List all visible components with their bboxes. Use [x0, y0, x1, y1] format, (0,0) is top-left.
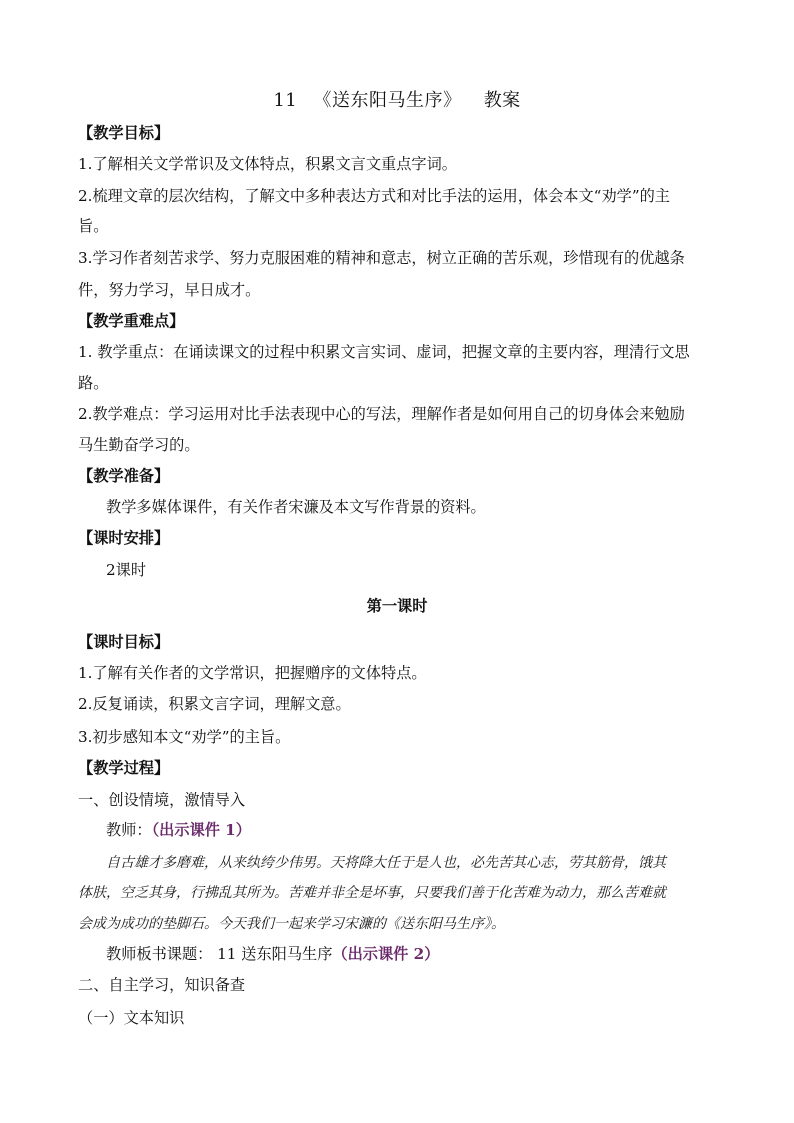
page-title — [0, 86, 794, 112]
schedule-text: 2课时 — [106, 561, 147, 579]
sub-section-1: （一）文本知识 — [78, 1009, 185, 1027]
goal-line: 3.学习作者刻苦求学、努力克服困难的精神和意志，树立正确的苦乐观，珍惜现有的优越条 — [78, 249, 685, 267]
key-heading: 【教学重难点】 — [78, 312, 185, 330]
lesson-goal-line: 2.反复诵读，积累文言字词，理解文意。 — [78, 695, 351, 713]
goal-line: 件，努力学习，早日成才。 — [78, 281, 261, 299]
teacher-label: 教师： — [106, 821, 152, 839]
key-line: 马生勤奋学习的。 — [78, 436, 200, 454]
lesson-title: 第一课时 — [366, 597, 428, 615]
step-1: 一、创设情境，激情导入 — [78, 791, 246, 809]
doc-type: 教案 — [483, 90, 521, 111]
teacher-line — [106, 820, 251, 840]
board-label: 教师板书课题： 11 送东阳马生序 — [106, 945, 333, 963]
lesson-goals-heading: 【课时目标】 — [78, 633, 170, 651]
courseware-2-tag: （出示课件 2） — [332, 945, 440, 963]
goal-line: 1.了解相关文学常识及文体特点，积累文言文重点字词。 — [78, 155, 457, 173]
lesson-number: 11 — [273, 90, 298, 111]
goals-heading: 【教学目标】 — [78, 124, 170, 142]
goal-line: 2.梳理文章的层次结构，了解文中多种表达方式和对比手法的运用，体会本文“劝学”的主 — [78, 187, 670, 205]
quote-line: 会成为成功的垫脚石。今天我们一起来学习宋濂的《送东阳马生序》。 — [78, 916, 505, 932]
courseware-1-tag: （出示课件 1） — [151, 821, 251, 839]
prep-heading: 【教学准备】 — [78, 467, 170, 485]
schedule-heading: 【课时安排】 — [78, 529, 170, 547]
goal-line: 旨。 — [78, 217, 109, 235]
lesson-goal-line: 3.初步感知本文“劝学”的主旨。 — [78, 728, 291, 746]
step-2: 二、自主学习，知识备查 — [78, 976, 246, 994]
quote-line: 体肤，空乏其身，行拂乱其所为。苦难并非全是坏事，只要我们善于化苦难为动力，那么苦难就 — [78, 885, 666, 901]
key-line: 路。 — [78, 374, 109, 392]
quote-line: 自古雄才多磨难，从来纨绔少伟男。天将降大任于是人也，必先苦其心志，劳其筋骨，饿其 — [106, 855, 666, 871]
lesson-goal-line: 1.了解有关作者的文学常识，把握赠序的文体特点。 — [78, 664, 427, 682]
key-line: 2.教学难点：学习运用对比手法表现中心的写法，理解作者是如何用自己的切身体会来勉励 — [78, 405, 685, 423]
board-line — [106, 944, 439, 964]
process-heading: 【教学过程】 — [78, 759, 170, 777]
prep-text: 教学多媒体课件，有关作者宋濂及本文写作背景的资料。 — [106, 498, 486, 516]
key-line: 1. 教学重点：在诵读课文的过程中积累文言实词、虚词，把握文章的主要内容，理清行文思 — [78, 343, 690, 361]
lesson-name: 《送东阳马生序》 — [313, 90, 462, 111]
